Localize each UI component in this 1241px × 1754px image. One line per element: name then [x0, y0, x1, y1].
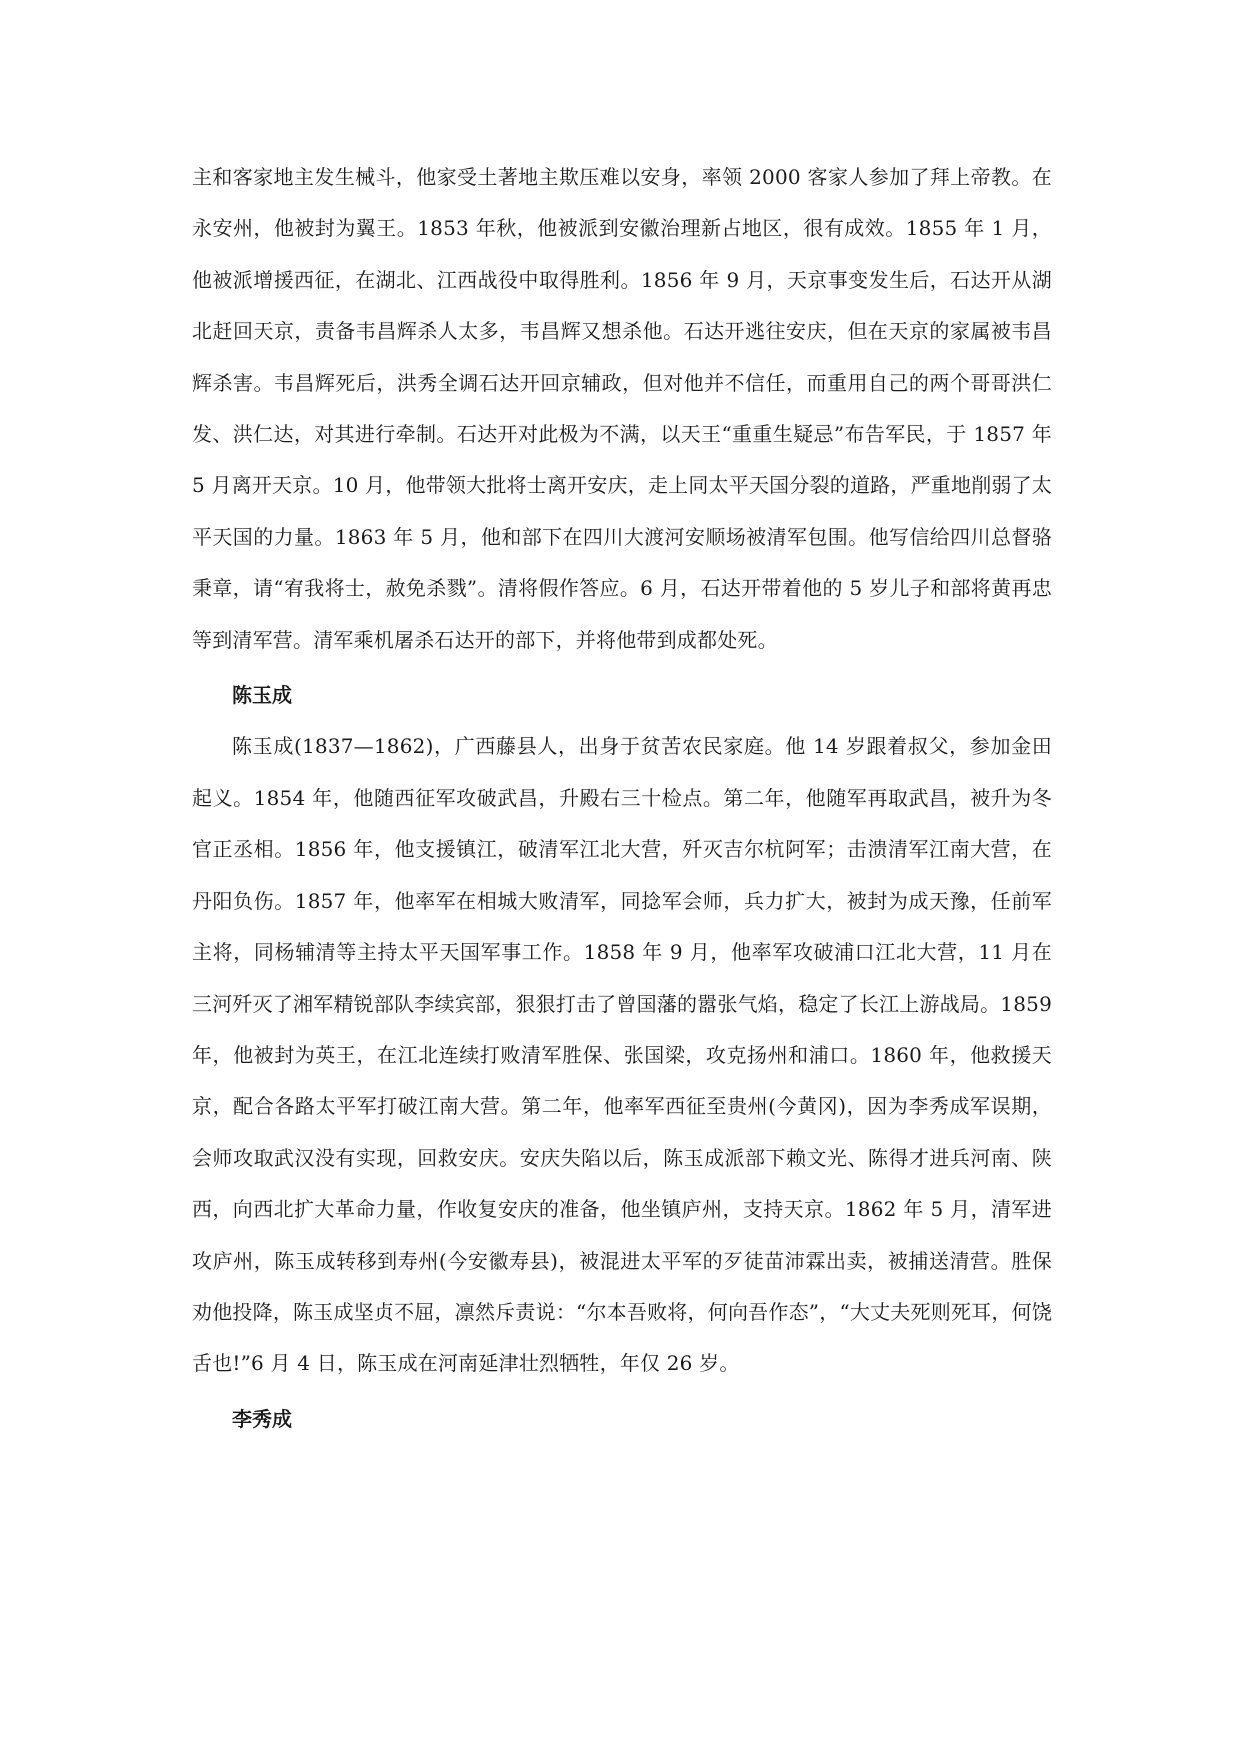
- shi-dakai-paragraph: 主和客家地主发生械斗，他家受土著地主欺压难以安身，率领 2000 客家人参加了拜上帝教。在永安州，他被封为翼王。1853 年秋，他被派到安徽治理新占地区，很有成效。1855 年 1 月，他被派增援西征，在湖北、江西战役中取得胜利。1856 年 9 月，天京事变发生后，石达开从湖北赶回天京，责备韦昌辉杀人太多，韦昌辉又想杀他。石达开逃往安庆，但在天京的家属被韦昌辉杀害。韦昌辉死后，洪秀全调石达开回京辅政，但对他并不信任，而重用自己的两个哥哥洪仁发、洪仁达，对其进行牵制。石达开对此极为不满，以天王“重重生疑忌”布告军民，于 1857 年 5 月离开天京。10 月，他带领大批将士离开安庆，走上同太平天国分裂的道路，严重地削弱了太平天国的力量。1863 年 5 月，他和部下在四川大渡河安顺场被清军包围。他写信给四川总督骆秉章，请“宥我将士，赦免杀戮”。清将假作答应。6 月，石达开带着他的 5 岁儿子和部将黄再忠等到清军营。清军乘机屠杀石达开的部下，并将他带到成都处死。: [192, 165, 1052, 652]
- document-body: [192, 152, 1052, 1445]
- section-heading-chen-yucheng: 陈玉成: [232, 683, 292, 708]
- section-heading-li-xiucheng: 李秀成: [232, 1406, 292, 1431]
- chen-yucheng-paragraph: 陈玉成(1837—1862)，广西藤县人，出身于贫苦农民家庭。他 14 岁跟着叔父，参加金田起义。1854 年，他随西征军攻破武昌，升殿右三十检点。第二年，他随军再取武昌，被升为冬官正丞相。1856 年，他支援镇江，破清军江北大营，歼灭吉尔杭阿军；击溃清军江南大营，在丹阳负伤。1857 年，他率军在相城大败清军，同捻军会师，兵力扩大，被封为成天豫，任前军主将，同杨辅清等主持太平天国军事工作。1858 年 9 月，他率军攻破浦口江北大营，11 月在三河歼灭了湘军精锐部队李续宾部，狠狠打击了曾国藩的嚣张气焰，稳定了长江上游战局。1859 年，他被封为英王，在江北连续打败清军胜保、张国梁，攻克扬州和浦口。1860 年，他救援天京，配合各路太平军打破江南大营。第二年，他率军西征至贵州(今黄冈)，因为李秀成军误期，会师攻取武汉没有实现，回救安庆。安庆失陷以后，陈玉成派部下赖文光、陈得才进兵河南、陕西，向西北扩大革命力量，作收复安庆的准备，他坐镇庐州，支持天京。1862 年 5 月，清军进攻庐州，陈玉成转移到寿州(今安徽寿县)，被混进太平军的歹徒苗沛霖出卖，被捕送清营。胜保劝他投降，陈玉成坚贞不屈，凛然斥责说：“尔本吾败将，何向吾作态”，“大丈夫死则死耳，何饶舌也!”6 月 4 日，陈玉成在河南延津壮烈牺牲，年仅 26 岁。: [192, 734, 1052, 1376]
